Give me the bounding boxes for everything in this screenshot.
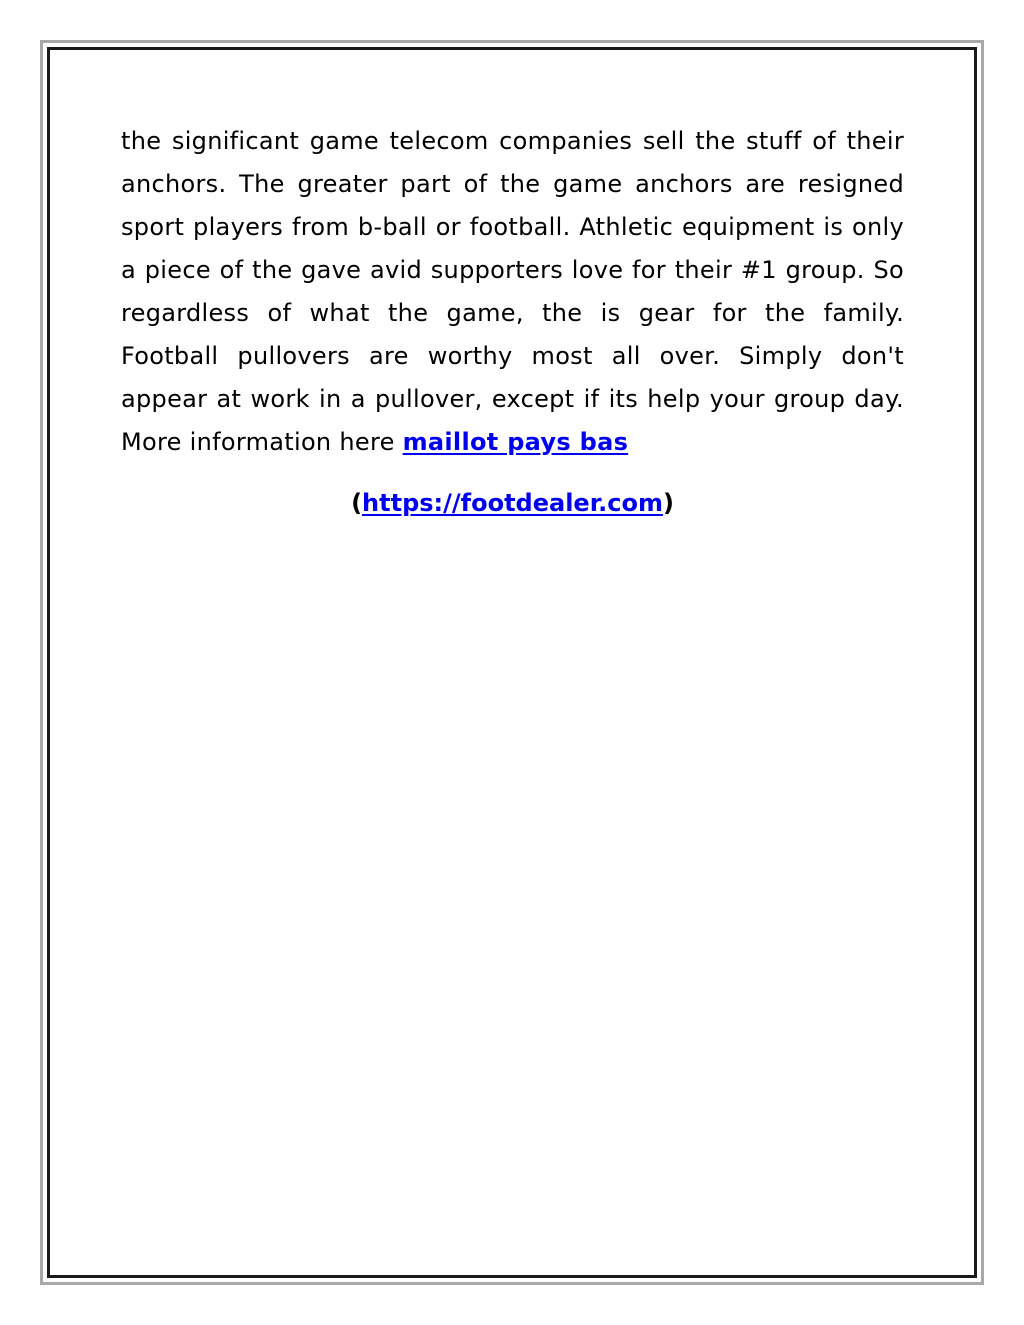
- url-line: [121, 482, 904, 525]
- paragraph-text: the significant game telecom companies sell the stuff of their anchors. The greater part of the game anchors are resigned sport players from b-ball or football. Athletic equipment is only a piece of the gave avid supporters love for their #1 group. So regardless of what the game, the is gear for the family. Football pullovers are worthy most all over. Simply don't appear at work in a pullover, except if its help your group day. More information here: [121, 127, 904, 456]
- footdealer-url-link[interactable]: https://footdealer.com: [362, 489, 663, 517]
- maillot-pays-bas-link[interactable]: maillot pays bas: [402, 428, 629, 456]
- close-paren: ): [662, 489, 674, 517]
- body-paragraph: [121, 120, 904, 464]
- open-paren: (: [351, 489, 363, 517]
